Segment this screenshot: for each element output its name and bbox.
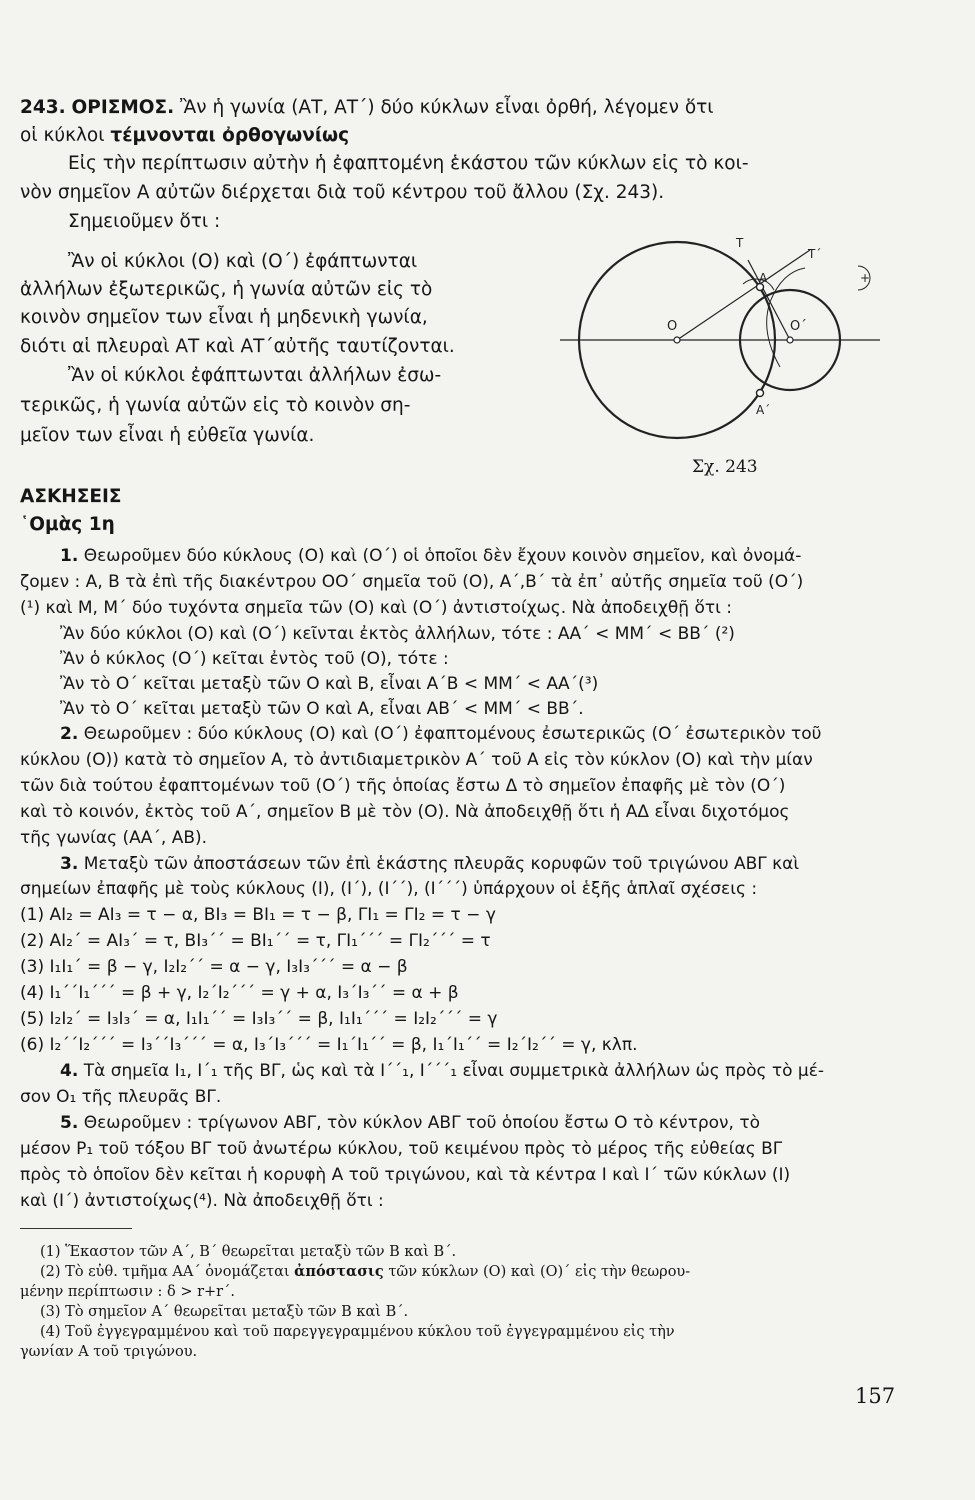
point-o-prime	[787, 337, 793, 343]
section-number: 243.	[20, 97, 66, 118]
definition-line-2	[20, 124, 349, 148]
label-o: O	[667, 319, 678, 334]
relation-5: (5) Ι₂Ι₂΄ = Ι₃Ι₃΄ = α, Ι₁Ι₁΄΄ = Ι₃Ι₃΄΄ = β, Ι₁Ι₁΄΄΄ = Ι₂Ι₂΄΄΄ = γ	[20, 1009, 498, 1029]
exercise-2-line-1	[60, 722, 821, 746]
label-a: A	[759, 271, 768, 285]
exercise-text: ζομεν : Α, Β τὰ ἐπὶ τῆς διακέντρου ΟΟ΄ σημεῖα τοῦ (Ο), Α΄,Β΄ τὰ ἐπ᾿ αὐτῆς σημεῖα τοῦ (Ο΄)	[20, 572, 804, 592]
exercise-text: Θεωροῦμεν : δύο κύκλους (Ο) καὶ (Ο΄) ἐφαπτομένους ἐσωτερικῶς (Ο΄ ἐσωτερικὸν τοῦ	[83, 724, 822, 744]
paragraph-line: ἀλλήλων ἐξωτερικῶς, ἡ γωνία αὐτῶν εἰς τὸ	[20, 279, 433, 300]
paragraph-line: διότι αἱ πλευραὶ ΑΤ καὶ ΑΤ΄αὐτῆς ταυτίζονται.	[20, 336, 455, 357]
definition-text: οἱ κύκλοι	[20, 125, 105, 146]
figure-243-orthogonal-circles	[560, 232, 880, 482]
definition-term: τέμνονται ὀρθογωνίως	[110, 125, 350, 146]
exercise-text: μέσον Ρ₁ τοῦ τόξου ΒΓ τοῦ ἀνωτέρω κύκλου, τοῦ κειμένου πρὸς τὸ μέρος τῆς εὐθείας ΒΓ	[20, 1139, 783, 1159]
exercise-number: 4.	[60, 1061, 79, 1081]
exercise-text: καὶ τὸ κοινόν, ἐκτὸς τοῦ Α΄, σημεῖον Β μὲ τὸν (Ο). Νὰ ἀποδειχθῇ ὅτι ἡ ΑΔ εἶναι διχοτόμος	[20, 802, 790, 822]
section-title: ΟΡΙΣΜΟΣ.	[71, 97, 175, 118]
exercise-text: Τὰ σημεῖα Ι₁, Ι΄₁ τῆς ΒΓ, ὡς καὶ τὰ Ι΄΄₁, Ι΄΄΄₁ εἶναι συμμετρικὰ ἀλλήλων ὡς πρὸς τὸ μέ-	[83, 1061, 825, 1081]
paragraph-line: μεῖον των εἶναι ἡ εὐθεῖα γωνία.	[20, 425, 315, 446]
exercise-text: Ἂν ὁ κύκλος (Ο΄) κεῖται ἐντὸς τοῦ (Ο), τότε :	[60, 649, 449, 669]
exercise-text: καὶ (Ι΄) ἀντιστοίχως(⁴). Νὰ ἀποδειχθῇ ὅτι :	[20, 1191, 384, 1211]
definition-text: Ἂν ἡ γωνία (ΑΤ, ΑΤ΄) δύο κύκλων εἶναι ὀρθή, λέγομεν ὅτι	[180, 97, 714, 118]
point-o	[674, 337, 680, 343]
exercise-text: Ἂν τὸ Ο΄ κεῖται μεταξὺ τῶν Ο καὶ Β, εἶναι Α΄Β < ΜΜ΄ < ΑΑ΄(³)	[60, 674, 599, 694]
footnote-text: τῶν κύκλων (Ο) καὶ (Ο)΄ εἰς τὴν θεωρου-	[388, 1264, 691, 1280]
definition-line-1	[20, 96, 714, 120]
exercise-text: Μεταξὺ τῶν ἀποστάσεων τῶν ἐπὶ ἑκάστης πλευρᾶς κορυφῶν τοῦ τριγώνου ΑΒΓ καὶ	[83, 854, 800, 874]
relation-1: (1) ΑΙ₂ = ΑΙ₃ = τ − α, ΒΙ₃ = ΒΙ₁ = τ − β, ΓΙ₁ = ΓΙ₂ = τ − γ	[20, 905, 496, 925]
relation-3: (3) Ι₁Ι₁΄ = β − γ, Ι₂Ι₂΄΄ = α − γ, Ι₃Ι₃΄΄΄ = α − β	[20, 957, 408, 977]
exercise-text: τῆς γωνίας (ΑΑ΄, ΑΒ).	[20, 828, 208, 848]
footnote-rule	[20, 1228, 132, 1229]
exercise-text: σον Ο₁ τῆς πλευρᾶς ΒΓ.	[20, 1087, 222, 1107]
paragraph-line: Σημειοῦμεν ὅτι :	[68, 211, 221, 232]
footnote-4-cont: γωνίαν Α τοῦ τριγώνου.	[20, 1344, 198, 1360]
exercise-text: Ἂν δύο κύκλοι (Ο) καὶ (Ο΄) κεῖνται ἐκτὸς ἀλλήλων, τότε : ΑΑ΄ < ΜΜ΄ < ΒΒ΄ (²)	[60, 624, 735, 644]
exercise-number: 5.	[60, 1113, 79, 1133]
figure-caption: Σχ. 243	[692, 457, 758, 477]
exercise-text: κύκλου (Ο)) κατὰ τὸ σημεῖον Α, τὸ ἀντιδιαμετρικὸν Α΄ τοῦ Α εἰς τὸν κύκλον (Ο) καὶ τὴν μίαν	[20, 750, 813, 770]
relation-2: (2) ΑΙ₂΄ = ΑΙ₃΄ = τ, ΒΙ₃΄΄ = ΒΙ₁΄΄ = τ, ΓΙ₁΄΄΄ = ΓΙ₂΄΄΄ = τ	[20, 931, 491, 951]
exercise-text: τῶν διὰ τούτου ἐφαπτομένων τοῦ (Ο΄) τῆς ὁποίας ἔστω Δ τὸ σημεῖον ἐπαφῆς μὲ τὸν (Ο΄)	[20, 776, 786, 796]
footnote-3: (3) Τὸ σημεῖον Α΄ θεωρεῖται μεταξὺ τῶν Β καὶ Β΄.	[40, 1304, 409, 1320]
relation-4: (4) Ι₁΄΄Ι₁΄΄΄ = β + γ, Ι₂΄Ι₂΄΄΄ = γ + α, Ι₃΄Ι₃΄΄ = α + β	[20, 983, 459, 1003]
label-o-prime: O΄	[790, 319, 807, 334]
paragraph-line: νὸν σημεῖον Α αὐτῶν διέρχεται διὰ τοῦ κέντρου τοῦ ἄλλου (Σχ. 243).	[20, 182, 665, 203]
footnote-2-cont: μένην περίπτωσιν : δ > r+r΄.	[20, 1284, 235, 1300]
footnote-text: (2) Τὸ εὐθ. τμῆμα ΑΑ΄ ὀνομάζεται	[40, 1264, 290, 1280]
exercise-4-line-1	[60, 1059, 824, 1083]
exercise-text: Ἂν τὸ Ο΄ κεῖται μεταξὺ τῶν Ο καὶ Α, εἶναι ΑΒ΄ < ΜΜ΄ < ΒΒ΄.	[60, 699, 584, 719]
label-t-prime: T΄	[808, 247, 822, 261]
page-number: 157	[855, 1384, 896, 1408]
paragraph-line: κοινὸν σημεῖον των εἶναι ἡ μηδενικὴ γωνία,	[20, 307, 428, 328]
exercise-text: Θεωροῦμεν δύο κύκλους (Ο) καὶ (Ο΄) οἱ ὁποῖοι δὲν ἔχουν κοινὸν σημεῖον, καὶ ὀνομά-	[83, 546, 802, 566]
label-t: T	[736, 236, 744, 250]
footnote-4: (4) Τοῦ ἐγγεγραμμένου καὶ τοῦ παρεγγεγραμμένου κύκλου τοῦ ἐγγεγραμμένου εἰς τὴν	[40, 1324, 675, 1340]
point-a-prime	[757, 390, 764, 397]
exercise-text: σημείων ἐπαφῆς μὲ τοὺς κύκλους (Ι), (Ι΄), (Ι΄΄), (Ι΄΄΄) ὑπάρχουν οἱ ἑξῆς ἁπλαῖ σχέσεις :	[20, 879, 758, 899]
tangent-line-at-prime	[748, 260, 790, 340]
exercise-3-line-1	[60, 852, 799, 876]
footnote-term: ἀπόστασις	[294, 1263, 384, 1280]
label-plus: +	[860, 271, 871, 285]
exercise-number: 3.	[60, 854, 79, 874]
paragraph-line: Εἰς τὴν περίπτωσιν αὐτὴν ἡ ἐφαπτομένη ἑκάστου τῶν κύκλων εἰς τὸ κοι-	[68, 153, 749, 174]
exercise-text: πρὸς τὸ ὁποῖον δὲν κεῖται ἡ κορυφὴ Α τοῦ τριγώνου, καὶ τὰ κέντρα Ι καὶ Ι΄ τῶν κύκλων (Ι)	[20, 1165, 791, 1185]
exercise-5-line-1	[60, 1111, 760, 1135]
exercise-text: (¹) καὶ Μ, Μ΄ δύο τυχόντα σημεῖα τῶν (Ο) καὶ (Ο΄) ἀντιστοίχως. Νὰ ἀποδειχθῇ ὅτι :	[20, 598, 732, 618]
label-a-prime: A΄	[756, 403, 771, 417]
footnote-1: (1) Ἕκαστον τῶν Α΄, Β΄ θεωρεῖται μεταξὺ τῶν Β καὶ Β΄.	[40, 1244, 457, 1260]
exercise-1-line-1	[60, 544, 801, 568]
exercise-group: ῾Ομὰς 1η	[20, 514, 115, 535]
footnote-2	[40, 1262, 690, 1282]
exercises-heading: ΑΣΚΗΣΕΙΣ	[20, 486, 122, 507]
paragraph-line: Ἂν οἱ κύκλοι ἐφάπτωνται ἀλλήλων ἐσω-	[68, 365, 442, 386]
exercise-number: 2.	[60, 724, 79, 744]
paragraph-line: τερικῶς, ἡ γωνία αὐτῶν εἰς τὸ κοινὸν ση-	[20, 395, 411, 416]
paragraph-line: Ἂν οἱ κύκλοι (Ο) καὶ (Ο΄) ἐφάπτωνται	[68, 251, 418, 272]
exercise-text: Θεωροῦμεν : τρίγωνον ΑΒΓ, τὸν κύκλον ΑΒΓ τοῦ ὁποίου ἔστω Ο τὸ κέντρον, τὸ	[83, 1113, 760, 1133]
relation-6: (6) Ι₂΄΄Ι₂΄΄΄ = Ι₃΄΄Ι₃΄΄΄ = α, Ι₃΄Ι₃΄΄΄ = Ι₁΄Ι₁΄΄ = β, Ι₁΄Ι₁΄΄ = Ι₂΄Ι₂΄΄ = γ, κλπ.	[20, 1035, 638, 1055]
exercise-number: 1.	[60, 546, 79, 566]
